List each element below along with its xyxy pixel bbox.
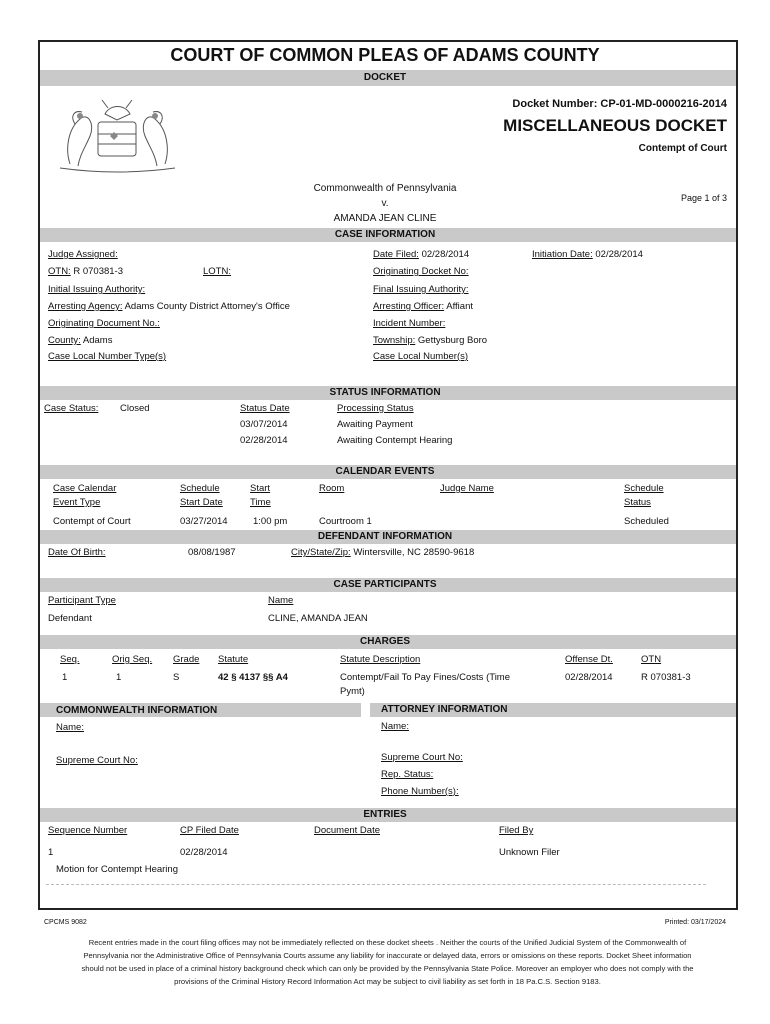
originating-docket-label: Originating Docket No: — [373, 266, 469, 277]
entries-h-filed: Filed By — [499, 825, 534, 836]
charge-statute: 42 § 4137 §§ A4 — [218, 672, 288, 683]
case-info-title: CASE INFORMATION — [334, 229, 436, 240]
cal-row-date: 03/27/2014 — [180, 516, 228, 527]
charge-desc-1: Contempt/Fail To Pay Fines/Costs (Time — [340, 672, 510, 683]
charge-otn: R 070381-3 — [641, 672, 691, 683]
judge-assigned-label: Judge Assigned: — [48, 249, 118, 260]
cal-h-status-2: Status — [624, 497, 651, 508]
date-filed-value: 02/28/2014 — [421, 249, 470, 260]
charges-h-seq: Seq. — [60, 654, 80, 665]
court-title: COURT OF COMMON PLEAS OF ADAMS COUNTY — [170, 45, 600, 65]
entries-title: ENTRIES — [363, 809, 407, 820]
cal-h-start-2: Time — [250, 497, 271, 508]
status-row-2-date: 02/28/2014 — [240, 435, 288, 446]
dob-label: Date Of Birth: — [48, 547, 106, 558]
originating-document-label: Originating Document No.: — [48, 318, 160, 329]
charges-h-grade: Grade — [173, 654, 200, 665]
county-label: County: — [48, 335, 81, 346]
cal-row-room: Courtroom 1 — [319, 516, 372, 527]
cal-h-sched-1: Schedule — [180, 483, 220, 494]
charges-h-orig: Orig Seq. — [112, 654, 153, 665]
otn-label: OTN: — [48, 266, 71, 277]
commonwealth-title: COMMONWEALTH INFORMATION — [56, 705, 218, 716]
caption-plaintiff: Commonwealth of Pennsylvania — [313, 183, 457, 194]
final-authority-label: Final Issuing Authority: — [373, 284, 469, 295]
township-value: Gettysburg Boro — [417, 335, 488, 346]
participant-type-header: Participant Type — [48, 595, 116, 606]
charge-orig-seq: 1 — [116, 672, 122, 683]
attorney-phone-label: Phone Number(s): — [381, 786, 459, 797]
arresting-officer-value: Affiant — [446, 301, 473, 312]
date-filed — [373, 249, 469, 260]
cal-row-time: 1:00 pm — [253, 516, 288, 527]
cal-row-type: Contempt of Court — [53, 516, 131, 527]
otn — [48, 266, 123, 277]
calendar-title: CALENDAR EVENTS — [335, 466, 435, 477]
initiation-label: Initiation Date: — [532, 249, 593, 260]
attorney-name-label: Name: — [381, 721, 409, 732]
status-row-2-status: Awaiting Contempt Hearing — [337, 435, 453, 446]
charges-h-desc: Statute Description — [340, 654, 421, 665]
charges-h-statute: Statute — [218, 654, 249, 665]
cal-h-case-2: Event Type — [53, 497, 101, 508]
cal-h-status-1: Schedule — [624, 483, 664, 494]
cal-row-status: Scheduled — [624, 516, 669, 527]
county — [48, 335, 112, 346]
arresting-agency-label: Arresting Agency: — [48, 301, 123, 312]
township-label: Township: — [373, 335, 416, 346]
docket-type: MISCELLANEOUS DOCKET — [503, 116, 727, 135]
otn-value: R 070381-3 — [73, 266, 123, 277]
defendant-title: DEFENDANT INFORMATION — [317, 531, 453, 542]
initiation-value: 02/28/2014 — [595, 249, 643, 260]
dob-value: 08/08/1987 — [188, 547, 236, 558]
attorney-title: ATTORNEY INFORMATION — [381, 704, 508, 715]
docket-number: Docket Number: CP-01-MD-0000216-2014 — [512, 98, 727, 110]
city-label: City/State/Zip: — [291, 547, 351, 558]
entries-h-doc: Document Date — [314, 825, 381, 836]
entry-cp-date: 02/28/2014 — [180, 847, 228, 858]
cal-h-room: Room — [319, 483, 345, 494]
entry-seq: 1 — [48, 847, 54, 858]
case-local-numbers-label: Case Local Number(s) — [373, 351, 469, 362]
case-status-label: Case Status: — [44, 403, 99, 414]
case-status-value: Closed — [120, 403, 150, 414]
attorney-rep-status-label: Rep. Status: — [381, 769, 434, 780]
arresting-agency-value: Adams County District Attorney's Office — [124, 301, 290, 312]
caption-defendant: AMANDA JEAN CLINE — [333, 213, 437, 224]
cal-h-sched-2: Start Date — [180, 497, 223, 508]
city-value: Wintersville, NC 28590-9618 — [353, 547, 475, 558]
case-local-number-type-label: Case Local Number Type(s) — [48, 351, 167, 362]
case-type: Contempt of Court — [638, 143, 727, 154]
charge-desc-2: Pymt) — [340, 686, 365, 697]
entries-h-cp: CP Filed Date — [180, 825, 239, 836]
date-filed-label: Date Filed: — [373, 249, 419, 260]
participants-title: CASE PARTICIPANTS — [333, 579, 437, 590]
status-row-1-date: 03/07/2014 — [240, 419, 288, 430]
entry-description: Motion for Contempt Hearing — [56, 864, 178, 875]
commonwealth-name-label: Name: — [56, 722, 84, 733]
disclaimer-text: Recent entries made in the court filing offices may not be immediately reflected on these docket sheets . Neither the courts of the Unified Judicial System of the Commonwealth of Pennsylvania nor the Administrative Office of Pennsylvania Courts assume any liability for inaccurate or delayed data, errors or omissions on these reports. Docket Sheet information should not be used in place of a criminal history background check which can only be provided by the Pennsylvania State Police. Moreover an employer who does not comply with the provisions of the Criminal History Record Information Act may be subject to civil liability as set forth in 18 Pa.C.S. Section 9183. — [81, 938, 694, 986]
processing-status-header: Processing Status — [337, 403, 414, 414]
charges-h-otn: OTN — [641, 654, 662, 665]
attorney-supreme-label: Supreme Court No: — [381, 752, 463, 763]
cal-h-case-1: Case Calendar — [53, 483, 117, 494]
entry-filed-by: Unknown Filer — [499, 847, 560, 858]
arresting-officer-label: Arresting Officer: — [373, 301, 445, 312]
county-value: Adams — [82, 335, 113, 346]
entries-divider — [46, 884, 706, 885]
city-state-zip — [291, 547, 474, 558]
participant-name-header: Name — [268, 595, 294, 606]
lotn-label: LOTN: — [203, 266, 231, 277]
township — [373, 335, 487, 346]
cal-h-start-1: Start — [250, 483, 271, 494]
form-number: CPCMS 9082 — [44, 919, 87, 926]
initiation-date — [532, 249, 643, 260]
initial-authority-label: Initial Issuing Authority: — [48, 284, 146, 295]
incident-number-label: Incident Number: — [373, 318, 446, 329]
entries-h-seq: Sequence Number — [48, 825, 128, 836]
cal-h-judge: Judge Name — [440, 483, 494, 494]
status-info-title: STATUS INFORMATION — [329, 387, 441, 398]
status-row-1-status: Awaiting Payment — [337, 419, 413, 430]
status-date-header: Status Date — [240, 403, 290, 414]
printed-date: Printed: 03/17/2024 — [664, 919, 726, 926]
pennsylvania-seal-icon — [50, 94, 185, 177]
charges-h-offense: Offense Dt. — [565, 654, 613, 665]
caption-v: v. — [381, 198, 389, 209]
charge-grade: S — [173, 672, 180, 683]
participant-type: Defendant — [48, 613, 92, 624]
arresting-agency — [48, 301, 290, 312]
commonwealth-supreme-label: Supreme Court No: — [56, 755, 138, 766]
page-indicator: Page 1 of 3 — [680, 193, 727, 203]
charge-seq: 1 — [62, 672, 68, 683]
charges-title: CHARGES — [359, 636, 410, 647]
arresting-officer — [373, 301, 473, 312]
participant-name: CLINE, AMANDA JEAN — [268, 613, 368, 624]
docket-label: DOCKET — [363, 72, 407, 83]
charge-offense-date: 02/28/2014 — [565, 672, 613, 683]
